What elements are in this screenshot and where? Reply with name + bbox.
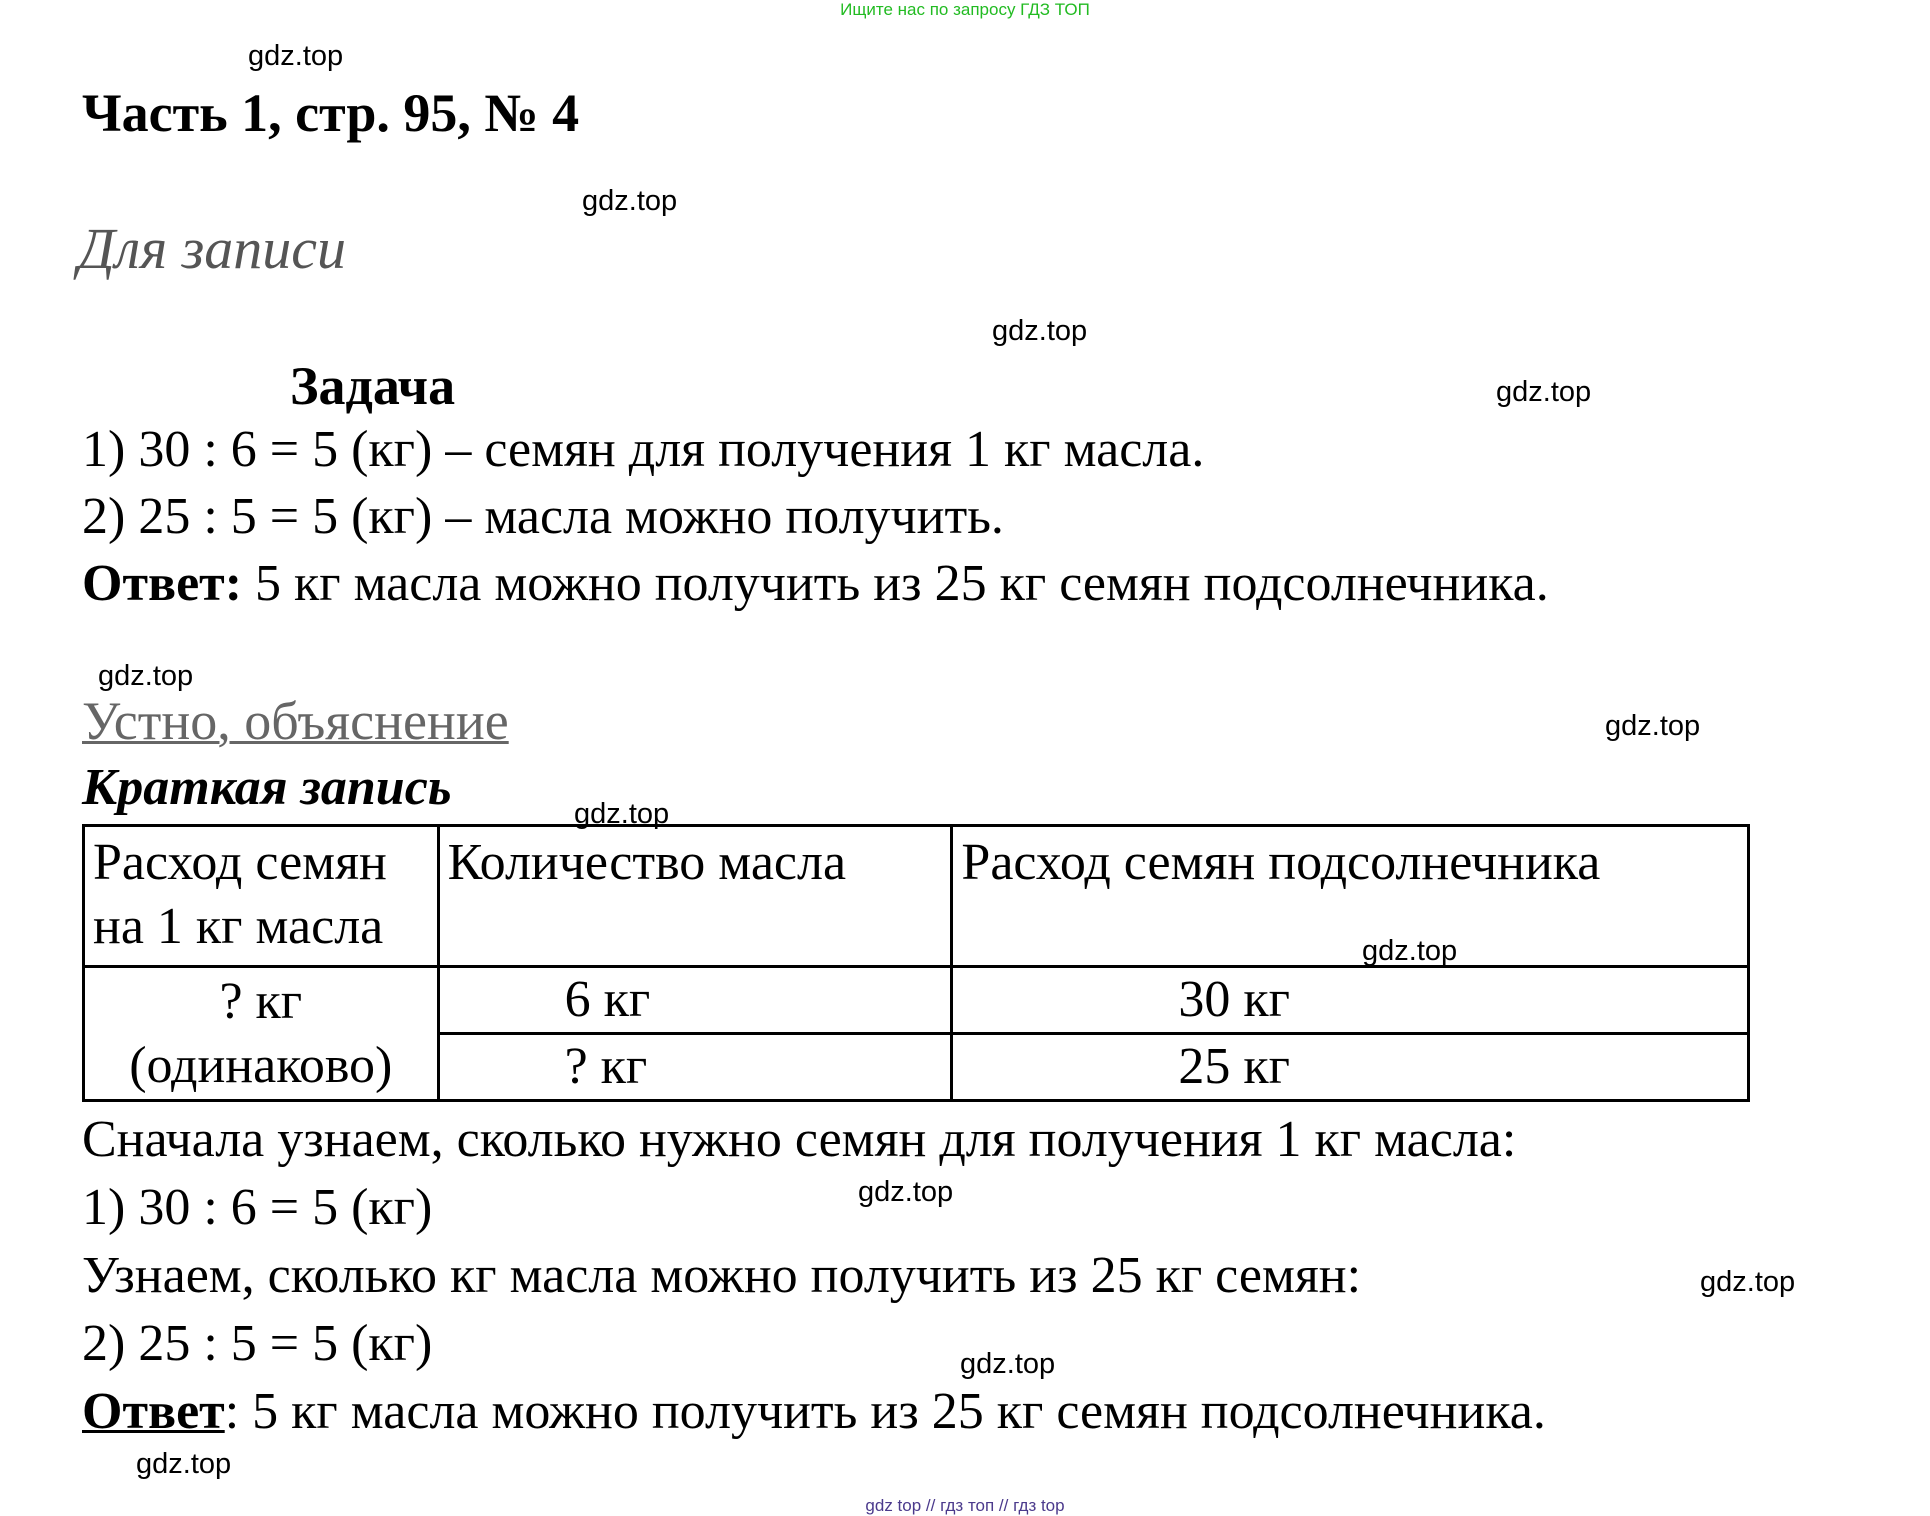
watermark: gdz.top [582,185,678,217]
solution-step-2: 2) 25 : 5 = 5 (кг) – масла можно получить. [82,488,1004,545]
section-heading-record: Для записи [78,216,347,281]
answer-text: 5 кг масла можно получить из 25 кг семян подсолнечника. [242,555,1549,612]
watermark: gdz.top [574,798,670,830]
section-heading-oral: Устно, объяснение [82,691,509,751]
table-cell-line: (одинаково) [129,1036,393,1094]
task-heading: Задача [290,356,456,416]
top-banner: Ищите нас по запросу ГДЗ ТОП [840,0,1090,19]
table-cell: 6 кг [438,967,952,1034]
table-cell-line: ? кг [219,972,303,1030]
table-cell-seeds-per-kg [84,967,439,1101]
answer-text: : 5 кг масла можно получить из 25 кг семян подсолнечника. [224,1383,1546,1440]
table-header: Расход семян подсолнечника [952,826,1749,967]
answer-line [82,554,1549,613]
watermark: gdz.top [858,1176,954,1208]
table-cell: ? кг [438,1034,952,1101]
explanation-line-2: Узнаем, сколько кг масла можно получить из 25 кг семян: [82,1247,1362,1304]
explanation-step-1: 1) 30 : 6 = 5 (кг) [82,1179,433,1236]
watermark: gdz.top [248,40,344,72]
watermark: gdz.top [1362,935,1458,967]
explanation-answer [82,1382,1546,1441]
table-row [84,967,1749,1034]
watermark: gdz.top [98,660,194,692]
page-title: Часть 1, стр. 95, № 4 [82,83,580,143]
watermark: gdz.top [136,1448,232,1480]
footer-links: gdz top // гдз топ // гдз top [865,1496,1065,1515]
answer-label: Ответ: [82,555,243,612]
table-header: Количество масла [438,826,952,967]
answer-label: Ответ [82,1383,225,1440]
watermark: gdz.top [1605,710,1701,742]
watermark: gdz.top [1496,376,1592,408]
solution-step-1: 1) 30 : 6 = 5 (кг) – семян для получения 1 кг масла. [82,421,1205,478]
table-cell: 25 кг [952,1034,1749,1101]
table-header: Расход семян на 1 кг масла [84,826,439,967]
brief-record-table [82,824,1750,1102]
watermark: gdz.top [992,315,1088,347]
brief-record-title: Краткая запись [82,759,452,816]
explanation-line-1: Сначала узнаем, сколько нужно семян для получения 1 кг масла: [82,1111,1517,1168]
watermark: gdz.top [1700,1266,1796,1298]
watermark: gdz.top [960,1348,1056,1380]
table-cell: 30 кг [952,967,1749,1034]
explanation-step-2: 2) 25 : 5 = 5 (кг) [82,1315,433,1372]
